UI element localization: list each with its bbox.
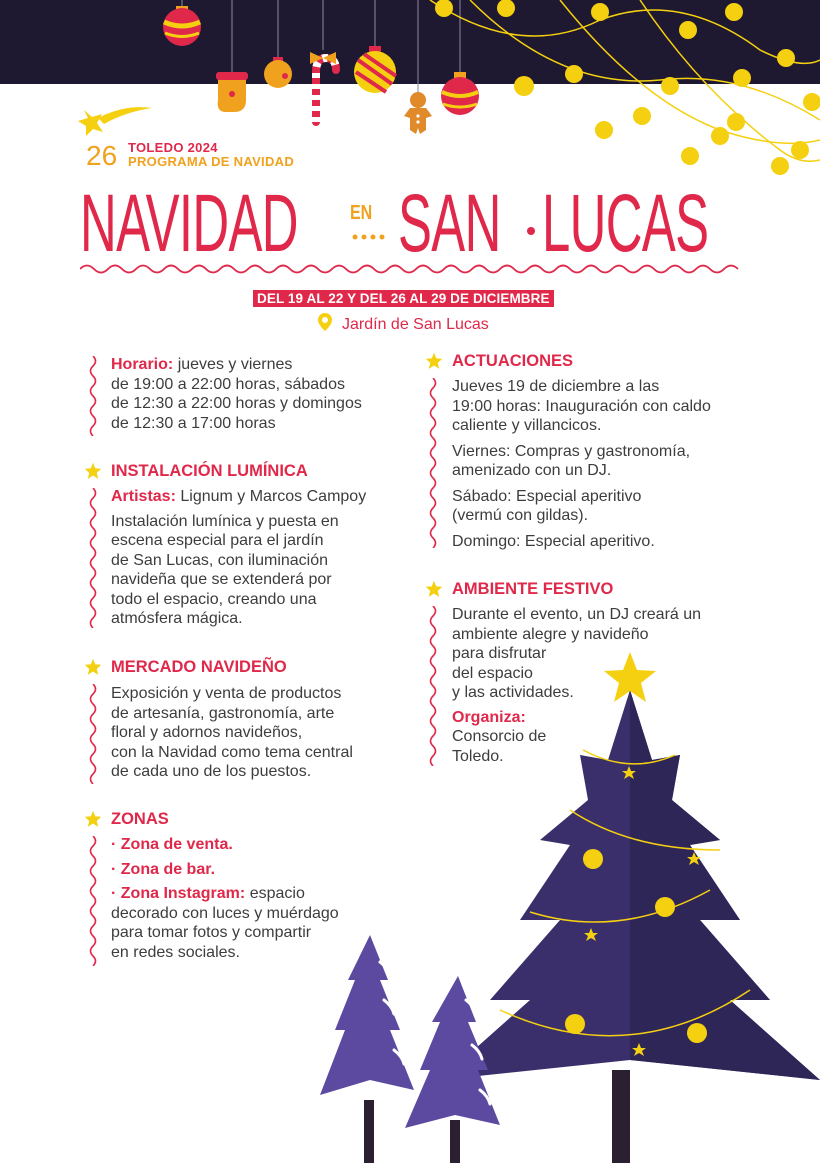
actuacion-line: (vermú con gildas).	[452, 507, 589, 524]
title-word-navidad: NAVIDAD	[80, 178, 298, 269]
organiza-line: Toledo.	[452, 747, 504, 765]
zona-line: en redes sociales.	[111, 943, 240, 961]
publication-header	[128, 141, 294, 169]
orange-ornament-icon	[264, 57, 292, 88]
ambiente-line: del espacio	[452, 664, 533, 682]
squiggle-divider	[88, 836, 98, 966]
zona-instagram-label: · Zona Instagram:	[111, 885, 246, 902]
mercado-line: Exposición y venta de productos	[111, 685, 342, 702]
squiggle-divider	[88, 356, 98, 436]
instalacion-line: atmósfera mágica.	[111, 610, 243, 627]
section-title-instalacion: INSTALACIÓN LUMÍNICA	[111, 462, 308, 480]
zona-instagram-text: espacio	[249, 885, 305, 902]
actuacion-line: Domingo: Especial aperitivo.	[452, 532, 655, 550]
squiggle-divider	[88, 488, 98, 628]
actuacion-line: caliente y villancicos.	[452, 417, 602, 434]
instalacion-line: todo el espacio, creando una	[111, 590, 317, 608]
zona-line: decorado con luces y muérdago	[111, 904, 339, 922]
red-ornament-icon	[441, 72, 479, 115]
christmas-ornaments-decoration	[0, 0, 820, 200]
venue-name: Jardín de San Lucas	[342, 316, 489, 333]
title-word-lucas: LUCAS	[542, 178, 709, 269]
artists-names: Lignum y Marcos Campoy	[180, 488, 367, 505]
instalacion-line: escena especial para el jardín	[111, 532, 324, 549]
dots-divider	[352, 234, 392, 240]
ambiente-line: ambiente alegre y navideño	[452, 625, 649, 643]
zona-item: · Zona de venta.	[111, 836, 233, 853]
mercado-line: floral y adornos navideños,	[111, 724, 303, 741]
ambiente-line: y las actividades.	[452, 684, 574, 701]
instalacion-block	[111, 487, 411, 629]
star-icon	[84, 462, 102, 480]
striped-ornament-icon	[354, 46, 396, 93]
string-lights-icon	[435, 0, 820, 175]
instalacion-line: de San Lucas, con iluminación	[111, 551, 329, 569]
mercado-line: de cada uno de los puestos.	[111, 763, 312, 780]
section-title-ambiente: AMBIENTE FESTIVO	[452, 580, 614, 598]
publication-name: TOLEDO 2024	[128, 140, 218, 155]
horario-label: Horario:	[111, 356, 174, 373]
star-icon	[84, 810, 102, 828]
organiza-label: Organiza:	[452, 708, 526, 726]
section-title-zonas: ZONAS	[111, 810, 169, 828]
organiza-line: Consorcio de	[452, 728, 547, 745]
mitten-ornament-icon	[216, 72, 248, 112]
candy-cane-icon	[310, 52, 336, 122]
zona-line: para tomar fotos y compartir	[111, 924, 312, 941]
date-range-badge: DEL 19 AL 22 Y DEL 26 AL 29 DE DICIEMBRE	[253, 290, 554, 307]
horario-line: de 12:30 a 22:00 horas y domingos	[111, 395, 362, 412]
location-pin-icon	[318, 313, 332, 331]
instalacion-line: navideña que se extenderá por	[111, 571, 332, 588]
actuacion-line: Jueves 19 de diciembre a las	[452, 378, 660, 395]
page-title	[80, 178, 750, 269]
actuacion-line: amenizado con un DJ.	[452, 462, 612, 479]
ambiente-line: Durante el evento, un DJ creará un	[452, 606, 702, 623]
christmas-trees-illustration	[300, 650, 820, 1163]
title-word-san: SAN	[398, 178, 501, 269]
horario-line: de 19:00 a 22:00 horas, sábados	[111, 375, 345, 393]
section-title-mercado: MERCADO NAVIDEÑO	[111, 658, 287, 676]
horario-line: jueves y viernes	[177, 356, 293, 373]
star-icon	[425, 580, 443, 598]
section-title-actuaciones: ACTUACIONES	[452, 352, 574, 370]
horario-block	[111, 355, 401, 433]
artists-label: Artistas:	[111, 488, 176, 505]
wave-divider	[80, 262, 740, 276]
actuaciones-block	[452, 377, 782, 551]
mercado-line: de artesanía, gastronomía, arte	[111, 704, 335, 722]
shooting-star-icon	[78, 107, 152, 136]
red-ornament-icon	[163, 6, 201, 46]
instalacion-line: Instalación lumínica y puesta en	[111, 512, 339, 530]
star-icon	[425, 352, 443, 370]
actuacion-line: Sábado: Especial aperitivo	[452, 487, 642, 505]
mercado-line: con la Navidad como tema central	[111, 743, 353, 761]
squiggle-divider	[428, 378, 438, 548]
venue	[318, 313, 489, 334]
actuacion-line: 19:00 horas: Inauguración con caldo	[452, 397, 711, 415]
gingerbread-ornament-icon	[404, 92, 432, 134]
program-name: PROGRAMA DE NAVIDAD	[128, 154, 295, 169]
dot-divider	[526, 226, 536, 236]
squiggle-divider	[88, 684, 98, 784]
star-icon	[84, 658, 102, 676]
title-connector: EN	[350, 202, 373, 224]
actuacion-line: Viernes: Compras y gastronomía,	[452, 442, 691, 460]
zona-item: · Zona de bar.	[111, 860, 216, 878]
ambiente-line: para disfrutar	[452, 645, 547, 662]
horario-line: de 12:30 a 17:00 horas	[111, 414, 276, 432]
page-number: 26	[86, 140, 118, 171]
